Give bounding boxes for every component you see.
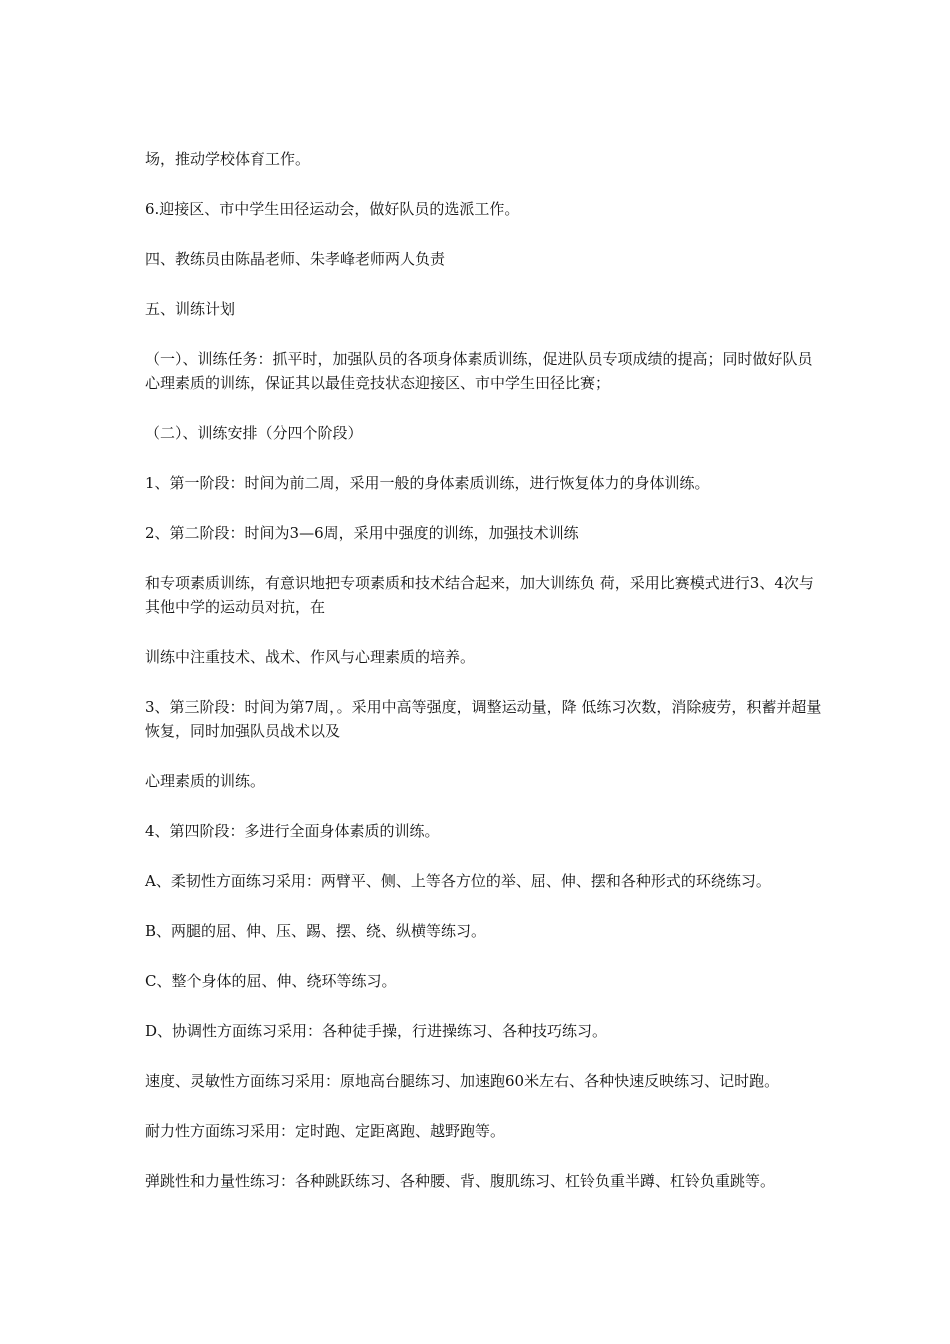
paragraph-5: （一）、训练任务：抓平时，加强队员的各项身体素质训练，促进队员专项成绩的提高；同时做好队员心理素质的训练，保证其以最佳竞技状态迎接区、市中学生田径比赛； <box>145 350 813 392</box>
paragraph-2: 6.迎接区、市中学生田径运动会，做好队员的选派工作。 <box>145 200 520 218</box>
paragraph-12: 心理素质的训练。 <box>145 772 266 790</box>
paragraph-19: 耐力性方面练习采用：定时跑、定距离跑、越野跑等。 <box>145 1122 506 1140</box>
paragraph-20: 弹跳性和力量性练习：各种跳跃练习、各种腰、背、腹肌练习、杠铃负重半蹲、杠铃负重跳等。 <box>145 1172 776 1190</box>
paragraph-15: B、两腿的屈、伸、压、踢、摆、绕、纵横等练习。 <box>145 922 487 940</box>
paragraph-17: D、协调性方面练习采用：各种徒手操，行进操练习、各种技巧练习。 <box>145 1022 608 1040</box>
paragraph-9: 和专项素质训练，有意识地把专项素质和技术结合起来，加大训练负 荷，采用比赛模式进行3、4次与其他中学的运动员对抗，在 <box>145 574 814 616</box>
paragraph-16: C、整个身体的屈、伸、绕环等练习。 <box>145 972 397 990</box>
paragraph-14: A、柔韧性方面练习采用：两臂平、侧、上等各方位的举、屈、伸、摆和各种形式的环绕练习。 <box>145 872 771 890</box>
paragraph-11: 3、第三阶段：时间为第7周，。采用中高等强度，调整运动量，降 低练习次数，消除疲劳，积蓄并超量恢复，同时加强队员战术以及 <box>145 698 822 740</box>
document-body <box>145 147 825 1219</box>
paragraph-18: 速度、灵敏性方面练习采用：原地高台腿练习、加速跑60米左右、各种快速反映练习、记时跑。 <box>145 1072 780 1090</box>
paragraph-6: （二）、训练安排（分四个阶段） <box>145 424 363 442</box>
paragraph-10: 训练中注重技术、战术、作风与心理素质的培养。 <box>145 648 476 666</box>
paragraph-3: 四、教练员由陈晶老师、朱孝峰老师两人负责 <box>145 250 446 268</box>
paragraph-8: 2、第二阶段：时间为3—6周，采用中强度的训练，加强技术训练 <box>145 524 579 542</box>
paragraph-13: 4、第四阶段：多进行全面身体素质的训练。 <box>145 822 440 840</box>
paragraph-7: 1、第一阶段：时间为前二周，采用一般的身体素质训练，进行恢复体力的身体训练。 <box>145 474 710 492</box>
paragraph-4: 五、训练计划 <box>145 300 236 318</box>
paragraph-1: 场，推动学校体育工作。 <box>145 150 311 168</box>
